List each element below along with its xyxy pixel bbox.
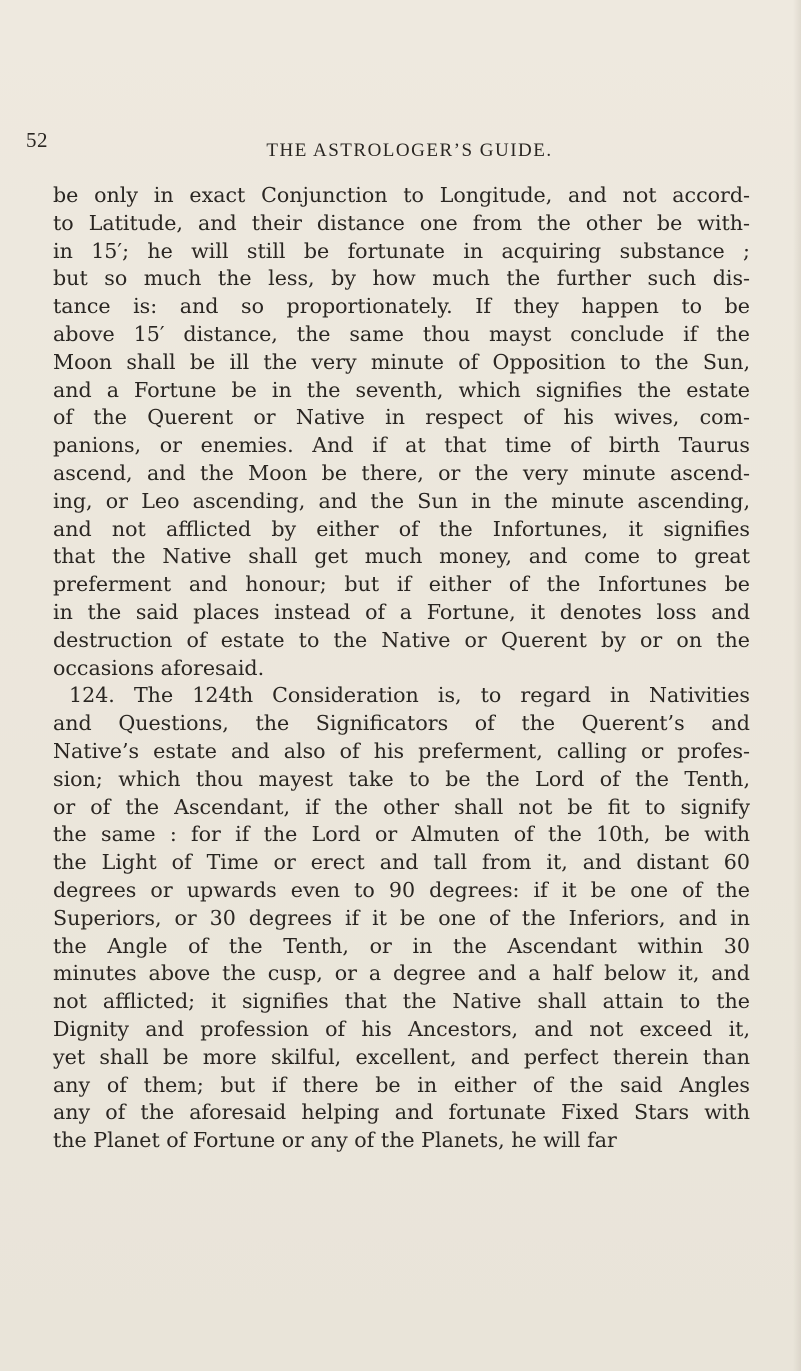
text-line: occasions aforesaid.	[53, 655, 265, 680]
text-line: the Planet of Fortune or any of the Planets, he will far	[53, 1128, 617, 1153]
text-line: the same : for if the Lord or Almuten of the 10th, be with	[53, 822, 750, 847]
text-line: not afflicted; it signifies that the Native shall attain to the	[53, 989, 750, 1014]
text-line: preferment and honour; but if either of the Infortunes be	[53, 572, 750, 597]
text-line: Native’s estate and also of his preferment, calling or profes-	[53, 738, 750, 763]
page-edge-shadow	[793, 0, 801, 1371]
text-line: that the Native shall get much money, and come to great	[53, 544, 750, 569]
page-number: 52	[26, 128, 48, 152]
text-line: above 15′ distance, the same thou mayst conclude if the	[53, 321, 750, 346]
text-line: to Latitude, and their distance one from the other be with-	[53, 210, 750, 235]
text-line: but so much the less, by how much the further such dis-	[53, 266, 750, 291]
text-line: or of the Ascendant, if the other shall not be fit to signify	[53, 794, 750, 819]
text-line: 124. The 124th Consideration is, to regard in Nativities	[69, 683, 750, 708]
text-line: panions, or enemies. And if at that time of birth Taurus	[53, 433, 750, 458]
running-head: THE ASTROLOGER’S GUIDE.	[266, 140, 553, 161]
text-line: the Angle of the Tenth, or in the Ascendant within 30	[53, 933, 750, 958]
text-line: destruction of estate to the Native or Querent by or on the	[53, 627, 750, 652]
text-line: the Light of Time or erect and tall from it, and distant 60	[53, 850, 750, 875]
text-line: minutes above the cusp, or a degree and a half below it, and	[53, 961, 750, 986]
body-text	[53, 182, 750, 1155]
text-line: yet shall be more skilful, excellent, and perfect therein than	[53, 1044, 750, 1069]
text-line: any of the aforesaid helping and fortunate Fixed Stars with	[53, 1100, 750, 1125]
text-line: ascend, and the Moon be there, or the very minute ascend-	[53, 460, 750, 485]
text-line: ing, or Leo ascending, and the Sun in the minute ascending,	[53, 488, 750, 513]
text-line: any of them; but if there be in either of the said Angles	[53, 1072, 750, 1097]
text-line: tance is: and so proportionately. If they happen to be	[53, 294, 750, 319]
text-line: be only in exact Conjunction to Longitude, and not accord-	[53, 183, 750, 207]
text-line: Dignity and profession of his Ancestors, and not exceed it,	[53, 1016, 750, 1041]
text-line: Moon shall be ill the very minute of Opposition to the Sun,	[53, 349, 750, 374]
text-line: and a Fortune be in the seventh, which signifies the estate	[53, 377, 750, 402]
text-line: in 15′; he will still be fortunate in acquiring substance ;	[53, 238, 750, 263]
text-line: Superiors, or 30 degrees if it be one of the Inferiors, and in	[53, 905, 750, 930]
text-line: of the Querent or Native in respect of his wives, com-	[53, 405, 750, 430]
text-line: sion; which thou mayest take to be the Lord of the Tenth,	[53, 766, 750, 791]
text-line: and Questions, the Significators of the Querent’s and	[53, 711, 750, 736]
text-line: in the said places instead of a Fortune, it denotes loss and	[53, 599, 750, 624]
text-line: degrees or upwards even to 90 degrees: if it be one of the	[53, 877, 750, 902]
text-line: and not afflicted by either of the Infortunes, it signifies	[53, 516, 750, 541]
